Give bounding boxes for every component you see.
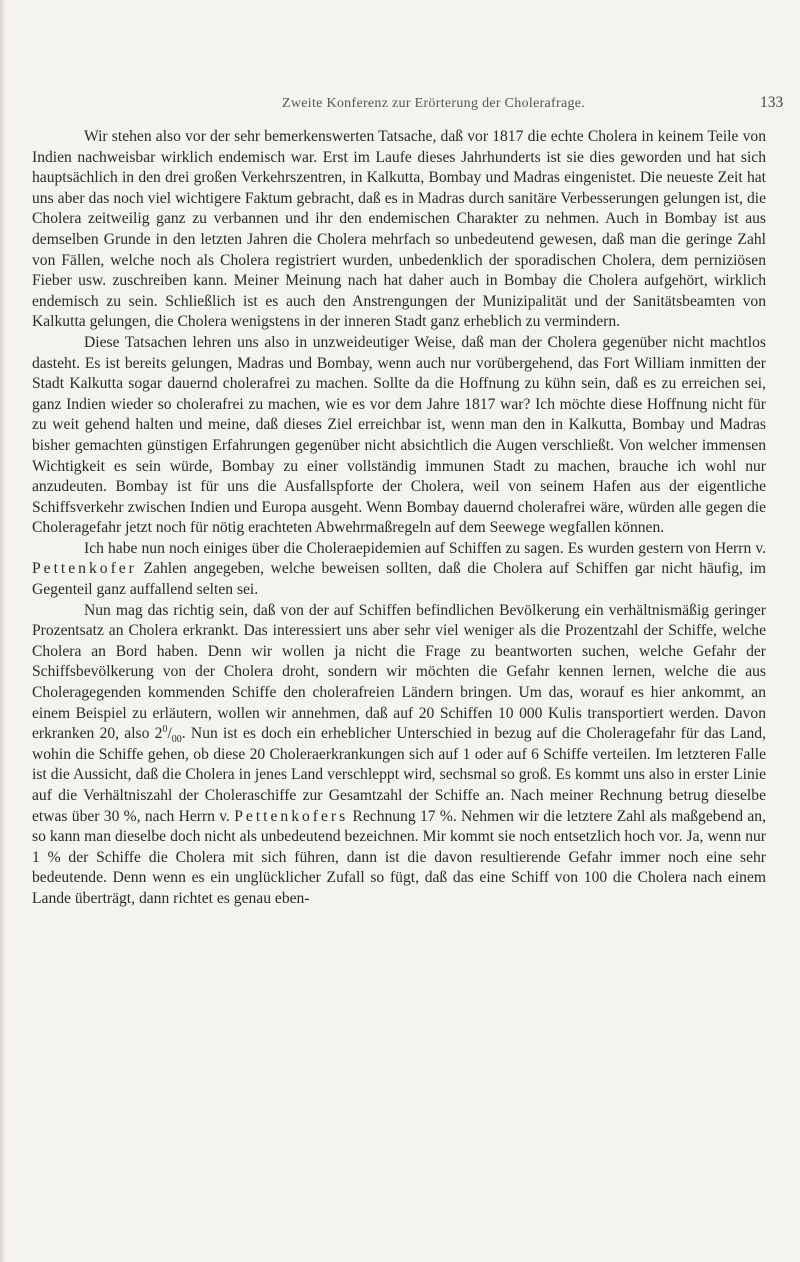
permille-sub: 00 (171, 734, 182, 746)
paragraph-2: Diese Tatsachen lehren uns also in unzweideutiger Weise, daß man der Cholera gegenüber nicht machtlos dasteht. Es ist bereits gelungen, Madras und Bombay, wenn auch nur vorübergehend, das Fort William inmitten der Stadt Kalkutta sogar dauernd cholerafrei zu machen. Sollte da die Hoffnung zu kühn sein, daß es zu erreichen sei, ganz Indien wieder so cholerafrei zu machen, wie es vor dem Jahre 1817 war? Ich möchte diese Hoffnung nicht für zu weit gehend halten und meine, daß dieses Ziel erreichbar ist, wenn man den in Kalkutta, Bombay und Madras bisher gemachten günstigen Erfahrungen gegenüber nicht absichtlich die Augen verschließt. Von welcher immensen Wichtigkeit es sein würde, Bombay zu einer vollständig immunen Stadt zu machen, brauche ich wohl nur anzudeuten. Bombay ist für uns die Ausfallspforte der Cholera, weil von seinem Hafen aus der eigentliche Schiffsverkehr zwischen Indien und Europa ausgeht. Wenn Bombay dauernd cholerafrei wäre, würden alle gegen die Choleragefahr jetzt noch für nötig erachteten Abwehrmaßregeln auf dem Seewege wegfallen können. (32, 333, 766, 537)
running-title: Zweite Konferenz zur Erörterung der Cholerafrage. (282, 96, 586, 111)
permille-sup: 0 (162, 724, 168, 736)
paragraph-3-text-b: Zahlen angegeben, welche beweisen sollten, daß die Cholera auf Schiffen gar nicht häufig, im Gegenteil ganz auffallend selten sei. (32, 560, 766, 599)
author-name-pettenkofers: Pettenkofers (234, 807, 349, 825)
paragraph-4: Nun mag das richtig sein, daß von der auf Schiffen befindlichen Bevölkerung ein verhältnismäßig geringer Prozentsatz an Cholera erkrankt. Das interessiert uns aber sehr viel weniger als die Prozentzahl der Schiffe, welche Cholera an Bord haben. Denn wir wollen ja nicht die Frage zu beantworten suchen, welche Gefahr der Schiffsbevölkerung von der Cholera droht, sondern wir möchten die Gefahr kennen lernen, welche die aus Choleragegenden kommenden Schiffe den cholerafreien Ländern bringen. Um das, worauf es hier ankommt, an einem Beispiel zu erläutern, wollen wir annehmen, daß auf 20 Schiffen 10 000 Kulis transportiert werden. Davon erkranken 20, also $2^0/_{00}$. Nun ist es doch ein erheblicher Unterschied in bezug auf die Choleragefahr für das Land, wohin die Schiffe gehen, ob diese 20 Choleraerkrankungen sich auf 1 oder auf 6 Schiffe verteilen. Im letzteren Falle ist die Aussicht, daß die Cholera in jenes Land verschleppt wird, sechsmal so groß. Es kommt uns also in erster Linie auf die Verhältniszahl der Choleraschiffe zur Gesamtzahl der Schiffe an. Nach meiner Rechnung betrug dieselbe etwas über 30 %, nach Herrn v. Pettenkofers Rechnung 17 %. Nehmen wir die letztere Zahl als maßgebend an, so kann man dieselbe doch nicht als unbedeutend bezeichnen. Mir kommt sie noch entsetzlich hoch vor. Ja, wenn nur 1 % der Schiffe die Cholera mit sich führen, dann ist die davon resultierende Gefahr immer noch eine sehr bedeutende. Denn wenn es ein unglücklicher Zufall so fügt, daß das eine Schiff von 100 die Cholera nach einem Lande überträgt, dann richtet es genau eben- (32, 601, 766, 907)
paragraph-4-text-b: . Nun ist es doch ein erheblicher Unterschied in bezug auf die Choleragefahr für das Land, wohin die Schiffe gehen, ob diese 20 Choleraerkrankungen sich auf 1 oder auf 6 Schiffe verteilen. Im letzteren Falle ist die Aussicht, daß die Cholera in jenes Land verschleppt wird, sechsmal so groß. Es kommt uns also in erster Linie auf die Verhältniszahl der Choleraschiffe zur Gesamtzahl der Schiffe an. Nach meiner Rechnung betrug dieselbe etwas über 30 %, nach Herrn v. (32, 725, 766, 825)
body-text (32, 127, 766, 910)
paragraph-3 (32, 539, 766, 601)
page-header (0, 96, 800, 118)
author-name-pettenkofer: Pettenkofer (32, 560, 137, 578)
paragraph-4-text-c: Rechnung 17 %. Nehmen wir die letztere Zahl als maßgebend an, so kann man dieselbe doch nicht als unbedeutend bezeichnen. Mir kommt sie noch entsetzlich hoch vor. Ja, wenn nur 1 % der Schiffe die Cholera mit sich führen, dann ist die davon resultierende Gefahr immer noch eine sehr bedeutende. Denn wenn es ein unglücklicher Zufall so fügt, daß das eine Schiff von 100 die Cholera nach einem Lande überträgt, dann richtet es genau eben- (32, 807, 766, 907)
page-number: 133 (760, 94, 784, 111)
paragraph-3-text-a: Ich habe nun noch einiges über die Choleraepidemien auf Schiffen zu sagen. Es wurden gestern von Herrn v. (84, 539, 766, 557)
page-edge-shadow (0, 0, 6, 1262)
paragraph-1: Wir stehen also vor der sehr bemerkenswerten Tatsache, daß vor 1817 die echte Cholera in keinem Teile von Indien nachweisbar wirklich endemisch war. Erst im Laufe dieses Jahrhunderts ist sie dies geworden und hat sich hauptsächlich in den drei großen Verkehrszentren, in Kalkutta, Bombay und Madras eingenistet. Die neueste Zeit hat uns aber das noch viel wichtigere Faktum gebracht, daß es in Madras durch sanitäre Verbesserungen gelungen ist, die Cholera zeitweilig ganz zu verbannen und ihr den endemischen Charakter zu nehmen. Auch in Bombay ist aus demselben Grunde in den letzten Jahren die Cholera mehrfach so unbedeutend gewesen, daß man die geringe Zahl von Fällen, welche noch als Cholera registriert wurden, unbedenklich der sporadischen Cholera, dem perniziösen Fieber usw. zuschreiben kann. Meiner Meinung nach hat daher auch in Bombay die Cholera aufgehört, wirklich endemisch zu sein. Schließlich ist es auch den Anstrengungen der Munizipalität und der Sanitätsbeamten von Kalkutta gelungen, die Cholera wenigstens in der inneren Stadt ganz erheblich zu vermindern. (32, 128, 766, 331)
paragraph-4-text-a: Nun mag das richtig sein, daß von der auf Schiffen befindlichen Bevölkerung ein verhältnismäßig geringer Prozentsatz an Cholera erkrankt. Das interessiert uns aber sehr viel weniger als die Prozentzahl der Schiffe, welche Cholera an Bord haben. Denn wir wollen ja nicht die Frage zu beantworten suchen, welche Gefahr der Schiffsbevölkerung von der Cholera droht, sondern wir möchten die Gefahr kennen lernen, welche die aus Choleragegenden kommenden Schiffe den cholerafreien Ländern bringen. Um das, worauf es hier ankommt, an einem Beispiel zu erläutern, wollen wir annehmen, daß auf 20 Schiffen 10 000 Kulis transportiert werden. Davon erkranken 20, also 2 (32, 601, 766, 743)
